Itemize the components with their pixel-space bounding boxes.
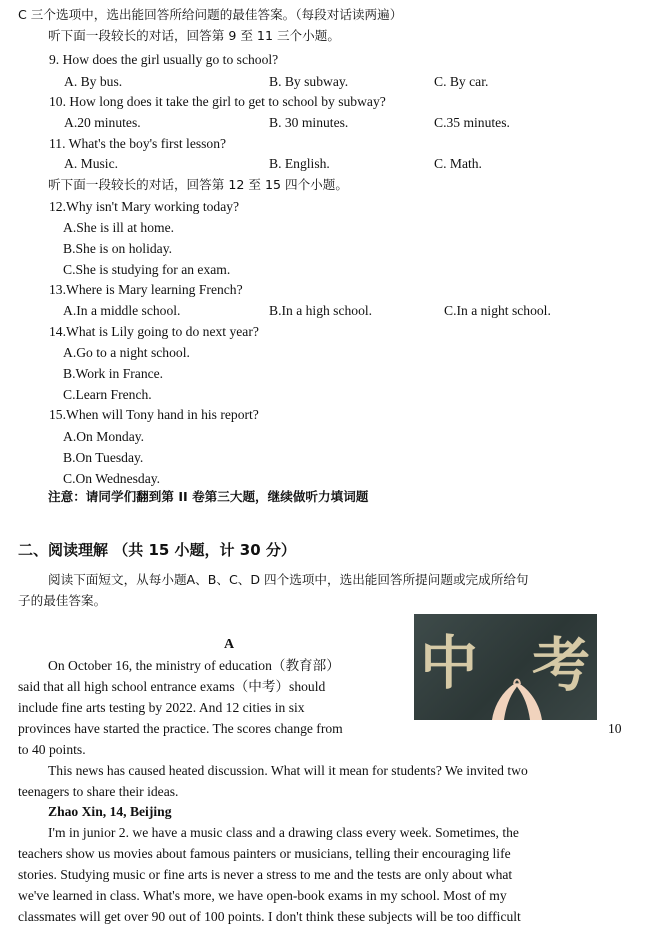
p3-line-5: classmates will get over 90 out of 100 points. I don't think these subjects will be too difficult <box>18 909 521 924</box>
q11-option-c: C. Math. <box>434 156 482 171</box>
q15-option-c: C.On Wednesday. <box>63 471 161 486</box>
p1-line-4: provinces have started the practice. The scores change from <box>18 721 343 736</box>
question-13-stem: 13.Where is Mary learning French? <box>49 282 243 297</box>
passage-label: A <box>224 637 235 652</box>
question-15-stem: 15.When will Tony hand in his report? <box>49 407 259 422</box>
q11-option-a: A. Music. <box>64 156 118 171</box>
q15-option-b: B.On Tuesday. <box>63 450 144 465</box>
q14-option-b: B.Work in France. <box>63 366 164 381</box>
p3-line-1: I'm in junior 2. we have a music class and a drawing class every week. Sometimes, the <box>48 825 519 840</box>
q10-option-b: B. 30 minutes. <box>269 115 349 130</box>
q15-option-a: A.On Monday. <box>63 429 145 444</box>
q14-option-a: A.Go to a night school. <box>63 345 190 360</box>
q9-option-a: A. By bus. <box>64 74 123 89</box>
p1-line-2: said that all high school entrance exams（中考）should <box>18 679 326 694</box>
instruction-c: C 三个选项中，选出能回答所给问题的最佳答案。（每段对话读两遍） <box>18 7 403 22</box>
p1-line-5: to 40 points. <box>18 742 86 757</box>
p1-line-1: On October 16, the ministry of education（教育部） <box>48 658 340 673</box>
q12-option-a: A.She is ill at home. <box>63 220 175 235</box>
section-2-instruction-cont: 子的最佳答案。 <box>18 593 107 608</box>
dialog-intro-12-15: 听下面一段较长的对话，回答第 12 至 15 四个小题。 <box>48 177 348 192</box>
question-10-stem: 10. How long does it take the girl to get to school by subway? <box>49 94 386 109</box>
q9-option-b: B. By subway. <box>269 74 349 89</box>
q12-option-b: B.She is on holiday. <box>63 241 173 256</box>
p1-line-4-tail: 10 <box>608 721 622 736</box>
section-2-title: 二、阅读理解 （共 15 小题，计 30 分） <box>18 541 296 559</box>
question-11-stem: 11. What's the boy's first lesson? <box>49 136 227 151</box>
exam-photo <box>414 614 597 720</box>
p2-line-2: teenagers to share their ideas. <box>18 784 179 799</box>
p2-line-1: This news has caused heated discussion. What will it mean for students? We invited two <box>48 763 528 778</box>
p1-line-3: include fine arts testing by 2022. And 12 cities in six <box>18 700 305 715</box>
q14-option-c: C.Learn French. <box>63 387 152 402</box>
q10-option-c: C.35 minutes. <box>434 115 510 130</box>
p3-line-2: teachers show us movies about famous painters or musicians, telling their encouraging life <box>18 846 511 861</box>
question-14-stem: 14.What is Lily going to do next year? <box>49 324 259 339</box>
p3-line-4: we've learned in class. What's more, we have open-book exams in my school. Most of my <box>18 888 507 903</box>
speaker-zhao-xin: Zhao Xin, 14, Beijing <box>48 804 172 819</box>
q13-option-b: B.In a high school. <box>269 303 373 318</box>
q13-option-a: A.In a middle school. <box>63 303 181 318</box>
notice: 注意：请同学们翻到第 II 卷第三大题，继续做听力填词题 <box>48 489 369 504</box>
q11-option-b: B. English. <box>269 156 330 171</box>
q9-option-c: C. By car. <box>434 74 489 89</box>
p3-line-3: stories. Studying music or fine arts is never a stress to me and the tests are only about what <box>18 867 513 882</box>
hands-icon <box>484 666 550 720</box>
photo-char-kao: 考 <box>532 631 591 699</box>
q12-option-c: C.She is studying for an exam. <box>63 262 231 277</box>
section-2-instruction: 阅读下面短文，从每小题A、B、C、D 四个选项中，选出能回答所提问题或完成所给句 <box>48 572 529 587</box>
question-9-stem: 9. How does the girl usually go to school? <box>49 52 279 67</box>
dialog-intro-9-11: 听下面一段较长的对话，回答第 9 至 11 三个小题。 <box>48 28 340 43</box>
q13-option-c: C.In a night school. <box>444 303 551 318</box>
photo-char-zhong: 中 <box>420 629 479 697</box>
question-12-stem: 12.Why isn't Mary working today? <box>49 199 240 214</box>
q10-option-a: A.20 minutes. <box>64 115 141 130</box>
